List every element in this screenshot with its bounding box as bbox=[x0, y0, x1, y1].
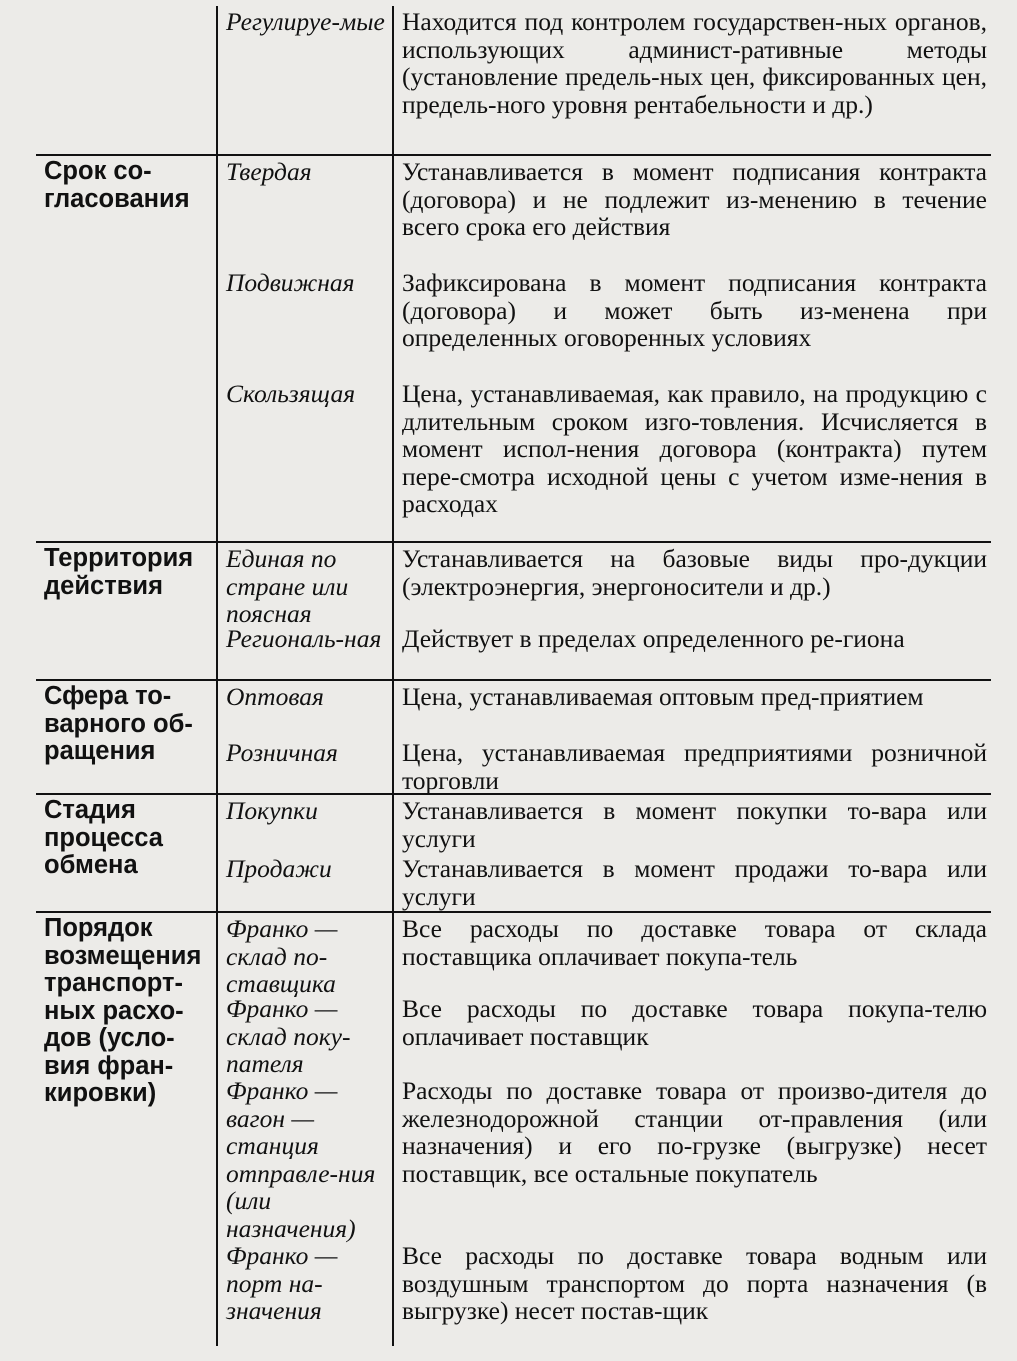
price-type: Единая по стране или поясная bbox=[226, 544, 349, 628]
criterion-cell: Порядок возмещения транспорт-ных расхо-дов (усло-вия фран-кировки) bbox=[36, 912, 217, 1346]
price-type: Франко — склад по-ставщика bbox=[226, 914, 338, 998]
price-description: Зафиксирована в момент подписания контракта (договора) и может быть из-менена при определенных оговоренных условиях bbox=[402, 268, 987, 352]
price-type-cell bbox=[217, 912, 393, 1346]
price-type: Подвижная bbox=[226, 268, 355, 297]
price-description: Устанавливается в момент подписания контракта (договора) и не подлежит из-менению в течение всего срока его действия bbox=[402, 157, 987, 241]
price-description: Расходы по доставке товара от произво-дителя до железнодорожной станции от-правления (или назначения) и его по-грузке (выгрузке) несет поставщик, все остальные покупатель bbox=[402, 1076, 987, 1188]
price-type-cell bbox=[217, 680, 393, 794]
price-type: Покупки bbox=[226, 796, 318, 825]
description-cell bbox=[393, 542, 991, 680]
price-type: Регулируе-мые bbox=[226, 7, 385, 36]
price-type: Франко — склад поку-пателя bbox=[226, 994, 351, 1078]
criterion-cell: Территория действия bbox=[36, 542, 217, 680]
price-type: Твердая bbox=[226, 157, 312, 186]
price-type-cell bbox=[217, 155, 393, 542]
price-description: Цена, устанавливаемая предприятиями розничной торговли bbox=[402, 738, 987, 795]
price-type-cell bbox=[217, 794, 393, 912]
price-description: Цена, устанавливаемая, как правило, на продукцию с длительным сроком изго-товления. Исчисляется в момент испол-нения договора (контракта) путем пере-смотра исходной цены с учетом изме-нения в расходах bbox=[402, 379, 987, 518]
description-cell bbox=[393, 6, 991, 155]
criterion-cell: Сфера то-варного об-ращения bbox=[36, 680, 217, 794]
price-type-cell bbox=[217, 6, 393, 155]
price-type: Региональ-ная bbox=[226, 624, 382, 653]
price-description: Устанавливается на базовые виды про-дукции (электроэнергия, энергоносители и др.) bbox=[402, 544, 987, 601]
price-description: Находится под контролем государствен-ных органов, использующих админист-ративные методы (установление предель-ных цен, фиксированных цен, предель-ного уровня рентабельности и др.) bbox=[402, 7, 987, 119]
table-row bbox=[36, 6, 991, 155]
price-type: Розничная bbox=[226, 738, 338, 767]
price-classification-table bbox=[36, 6, 991, 1346]
table-row bbox=[36, 680, 991, 794]
price-type: Оптовая bbox=[226, 682, 324, 711]
price-description: Действует в пределах определенного ре-гиона bbox=[402, 624, 905, 653]
table-row bbox=[36, 155, 991, 542]
price-description: Устанавливается в момент продажи то-вара или услуги bbox=[402, 854, 987, 911]
criterion-cell: Срок со-гласования bbox=[36, 155, 217, 542]
table-row bbox=[36, 542, 991, 680]
price-description: Все расходы по доставке товара водным или воздушным транспортом до порта назначения (в выгрузке) несет постав-щик bbox=[402, 1241, 987, 1325]
description-cell bbox=[393, 794, 991, 912]
price-type: Продажи bbox=[226, 854, 332, 883]
price-description: Устанавливается в момент покупки то-вара или услуги bbox=[402, 796, 987, 853]
price-description: Все расходы по доставке товара от склада поставщика оплачивает покупа-тель bbox=[402, 914, 987, 971]
criterion-cell bbox=[36, 6, 217, 155]
price-description: Все расходы по доставке товара покупа-телю оплачивает поставщик bbox=[402, 994, 987, 1051]
description-cell bbox=[393, 912, 991, 1346]
criterion-cell: Стадия процесса обмена bbox=[36, 794, 217, 912]
price-description: Цена, устанавливаемая оптовым пред-приятием bbox=[402, 682, 924, 711]
price-type: Франко — вагон — станция отправле-ния (или назначения) bbox=[226, 1076, 376, 1243]
description-cell bbox=[393, 155, 991, 542]
table-row bbox=[36, 794, 991, 912]
price-type-cell bbox=[217, 542, 393, 680]
description-cell bbox=[393, 680, 991, 794]
price-type: Франко — порт на-значения bbox=[226, 1241, 338, 1325]
price-type: Скользящая bbox=[226, 379, 356, 408]
table-row bbox=[36, 912, 991, 1346]
